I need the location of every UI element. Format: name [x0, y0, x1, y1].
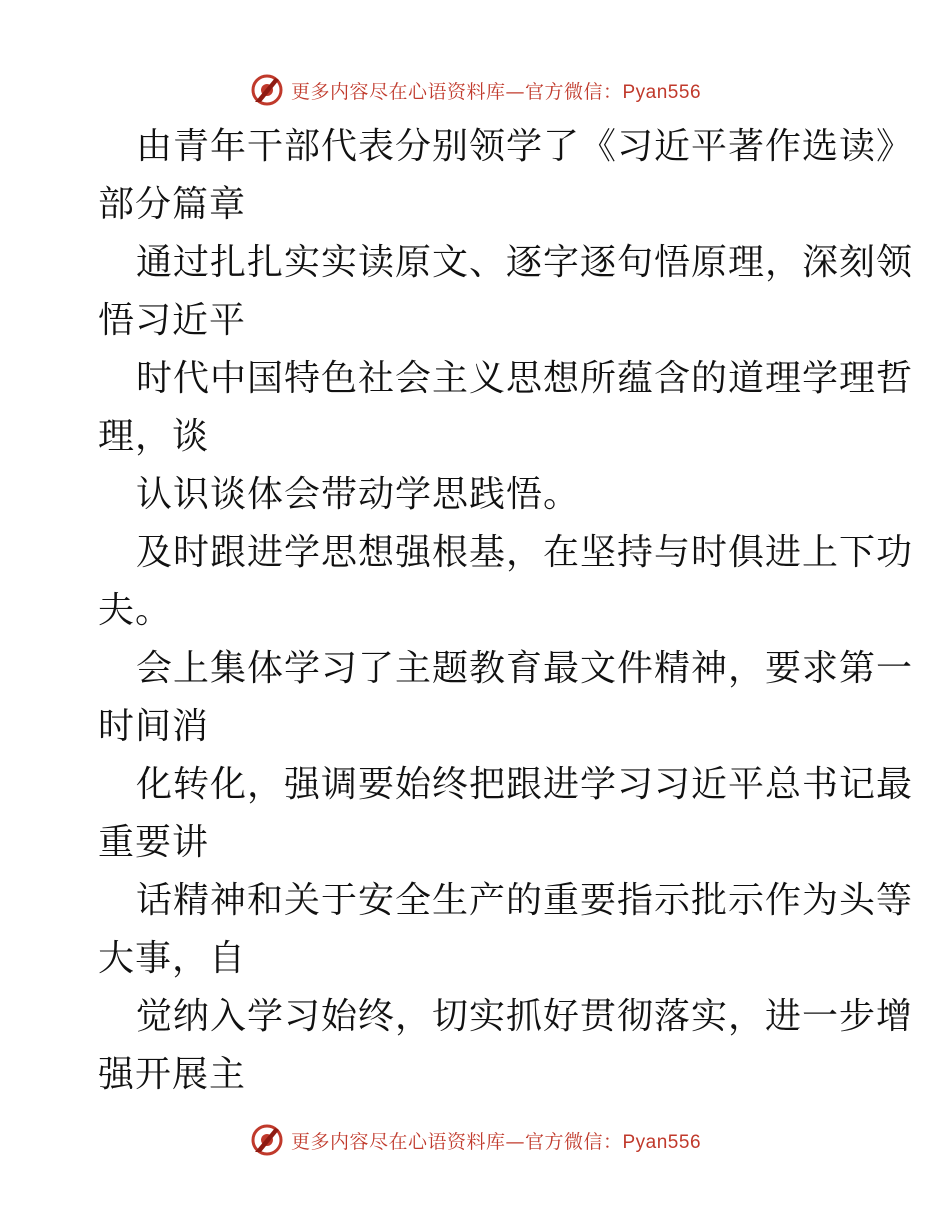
text-line: 话精神和关于安全生产的重要指示批示作为头等: [136, 880, 914, 921]
quill-seal-icon: [249, 1122, 285, 1158]
text-line: 认识谈体会带动学思践悟。: [136, 474, 581, 515]
footer-wechat-id: Pyan556: [622, 1131, 702, 1153]
text-line: 理，谈: [98, 416, 210, 457]
text-line: 由青年干部代表分别领学了《习近平著作选读》: [136, 126, 914, 167]
text-line: 大事，自: [98, 938, 247, 979]
text-line: 通过扎扎实实读原文、逐字逐句悟原理，深刻领: [136, 242, 914, 283]
text-line: 强开展主: [98, 1054, 247, 1095]
header-wechat-id: Pyan556: [622, 81, 702, 103]
quill-seal-icon: [249, 72, 285, 108]
text-line: 化转化，强调要始终把跟进学习习近平总书记最: [136, 764, 914, 805]
text-line: 及时跟进学思想强根基，在坚持与时俱进上下功: [136, 532, 914, 573]
header-banner: [0, 70, 950, 110]
footer-banner: [0, 1120, 950, 1160]
document-body: [98, 118, 914, 1104]
text-line: 时代中国特色社会主义思想所蕴含的道理学理哲: [136, 358, 914, 399]
text-line: 悟习近平: [98, 300, 247, 341]
text-line: 夫。: [98, 590, 173, 631]
footer-banner-text: 更多内容尽在心语资料库—官方微信：Pyan556: [290, 1130, 702, 1153]
text-line: 部分篇章: [98, 184, 247, 225]
text-line: 会上集体学习了主题教育最文件精神，要求第一: [136, 648, 914, 689]
text-line: 重要讲: [98, 822, 210, 863]
header-banner-text: 更多内容尽在心语资料库—官方微信：Pyan556: [290, 80, 702, 103]
text-line: 时间消: [98, 706, 210, 747]
text-line: 觉纳入学习始终，切实抓好贯彻落实，进一步增: [136, 996, 914, 1037]
